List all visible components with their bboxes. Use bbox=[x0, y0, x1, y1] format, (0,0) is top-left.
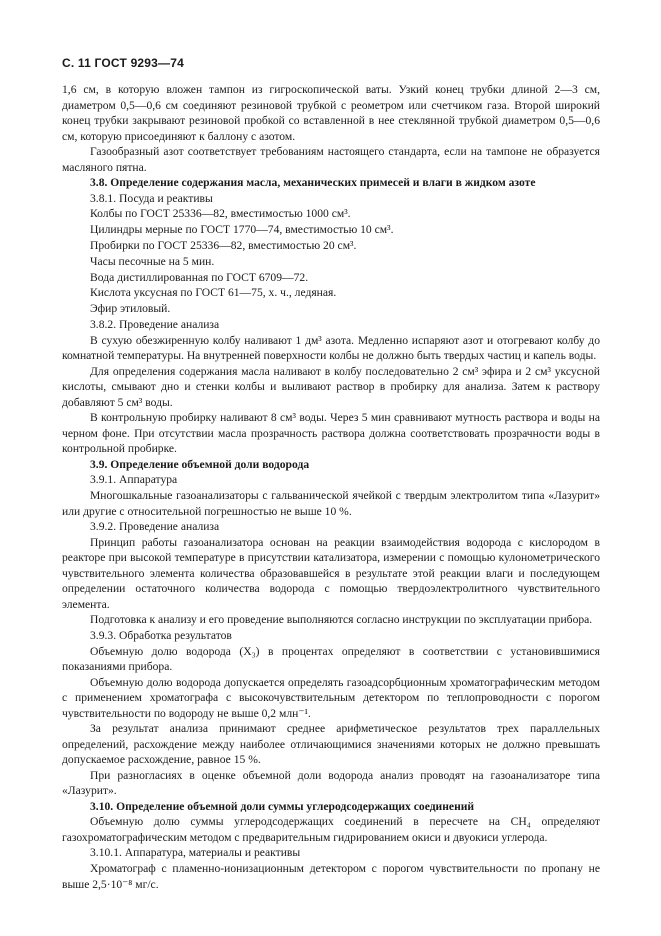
list-line: Вода дистиллированная по ГОСТ 6709—72. bbox=[90, 270, 309, 284]
list-line: 3.8.1. Посуда и реактивы bbox=[90, 191, 213, 205]
paragraph: Для определения содержания масла наливают в колбу последовательно 2 см³ эфира и 2 см³ уксусной кислоты, смывают дно и стенки колбы и выливают раствор в пробирку для анализа. Затем к раствору добавляют 5 см³ воды. bbox=[62, 364, 600, 409]
list-line: Кислота уксусная по ГОСТ 61—75, х. ч., ледяная. bbox=[90, 286, 337, 300]
paragraph: При разногласиях в оценке объемной доли водорода анализ проводят на газоанализаторе типа «Лазурит». bbox=[62, 768, 600, 798]
list-line: Цилиндры мерные по ГОСТ 1770—74, вместимостью 10 см³. bbox=[90, 223, 394, 237]
paragraph: Газообразный азот соответствует требованиям настоящего стандарта, если на тампоне не образуется масляного пятна. bbox=[62, 145, 600, 174]
paragraph: Объемную долю суммы углеродсодержащих соединений в пересчете на CH₄ определяют газохроматографическим методом с предварительным гидрированием окиси и двуокиси углерода. bbox=[62, 815, 600, 844]
list-line: Пробирки по ГОСТ 25336—82, вместимостью 20 см³. bbox=[90, 238, 357, 252]
paragraph: Подготовка к анализу и его проведение выполняются согласно инструкции по эксплуатации прибора. bbox=[90, 613, 593, 627]
list-line: 3.8.2. Проведение анализа bbox=[90, 317, 220, 331]
list-line: Эфир этиловый. bbox=[90, 302, 171, 316]
page-header: С. 11 ГОСТ 9293—74 bbox=[62, 56, 185, 70]
paragraph: В контрольную пробирку наливают 8 см³ воды. Через 5 мин сравнивают мутность раствора и воды на черном фоне. При отсутствии масла прозрачность раствора должна соответствовать прозрачности воды в контрольной пробирке. bbox=[62, 411, 600, 456]
list-line: 3.10.1. Аппаратура, материалы и реактивы bbox=[90, 846, 301, 860]
document-body bbox=[62, 82, 600, 892]
section-heading: 3.8. Определение содержания масла, механических примесей и влаги в жидком азоте bbox=[90, 176, 536, 189]
list-line: 3.9.2. Проведение анализа bbox=[90, 520, 220, 534]
paragraph: Объемную долю водорода (X₃) в процентах определяют в соответствии с установившимися показаниями прибора. bbox=[62, 644, 600, 674]
list-line: Часы песочные на 5 мин. bbox=[90, 254, 215, 268]
paragraph: Объемную долю водорода допускается определять газоадсорбционным хроматографическим методом с применением хроматографа с высокочувствительным детектором по теплопроводности с порогом чувствительности по водороду не выше 0,2 млн⁻¹. bbox=[62, 675, 600, 720]
paragraph: Хроматограф с пламенно-ионизационным детектором с порогом чувствительности по пропану не выше 2,5·10⁻⁸ мг/с. bbox=[62, 862, 600, 891]
list-line: 3.9.1. Аппаратура bbox=[90, 473, 178, 487]
list-line: Колбы по ГОСТ 25336—82, вместимостью 1000 см³. bbox=[90, 207, 351, 221]
paragraph: Многошкальные газоанализаторы с гальванической ячейкой с твердым электролитом типа «Лазурит» или другие с относительной погрешностью не выше 10 %. bbox=[62, 489, 600, 518]
section-heading: 3.9. Определение объемной доли водорода bbox=[90, 457, 310, 471]
paragraph: Принцип работы газоанализатора основан на реакции взаимодействия водорода с кислородом в реакторе при высокой температуре в присутствии катализатора, измерении с помощью кулонометрического чувствительного элемента количества образовавшейся в результате этой реакции влаги и последующем определении остаточного количества водорода с помощью твердоэлектролитного чувствительного элемента. bbox=[62, 535, 600, 611]
paragraph: В сухую обезжиренную колбу наливают 1 дм³ азота. Медленно испаряют азот и отогревают колбу до комнатной температуры. На внутренней поверхности колбы не должно быть твердых частиц и капель воды. bbox=[62, 333, 600, 363]
paragraph: 1,6 см, в которую вложен тампон из гигроскопической ваты. Узкий конец трубки длиной 2—3 см, диаметром 0,5—0,6 см соединяют резиновой трубкой с реометром или счетчиком газа. Второй широкий конец трубки закрывают резиновой пробкой со вставленной в нее стеклянной трубкой диаметром 0,5—0,6 см, которую присоединяют к баллону с азотом. bbox=[62, 83, 600, 143]
paragraph: За результат анализа принимают среднее арифметическое результатов трех параллельных определений, расхождение между наиболее отличающимися значениями которых не должно превышать допускаемое расхождение, равное 15 %. bbox=[62, 722, 600, 767]
list-line: 3.9.3. Обработка результатов bbox=[90, 628, 232, 642]
section-heading: 3.10. Определение объемной доли суммы углеродсодержащих соединений bbox=[90, 799, 475, 813]
